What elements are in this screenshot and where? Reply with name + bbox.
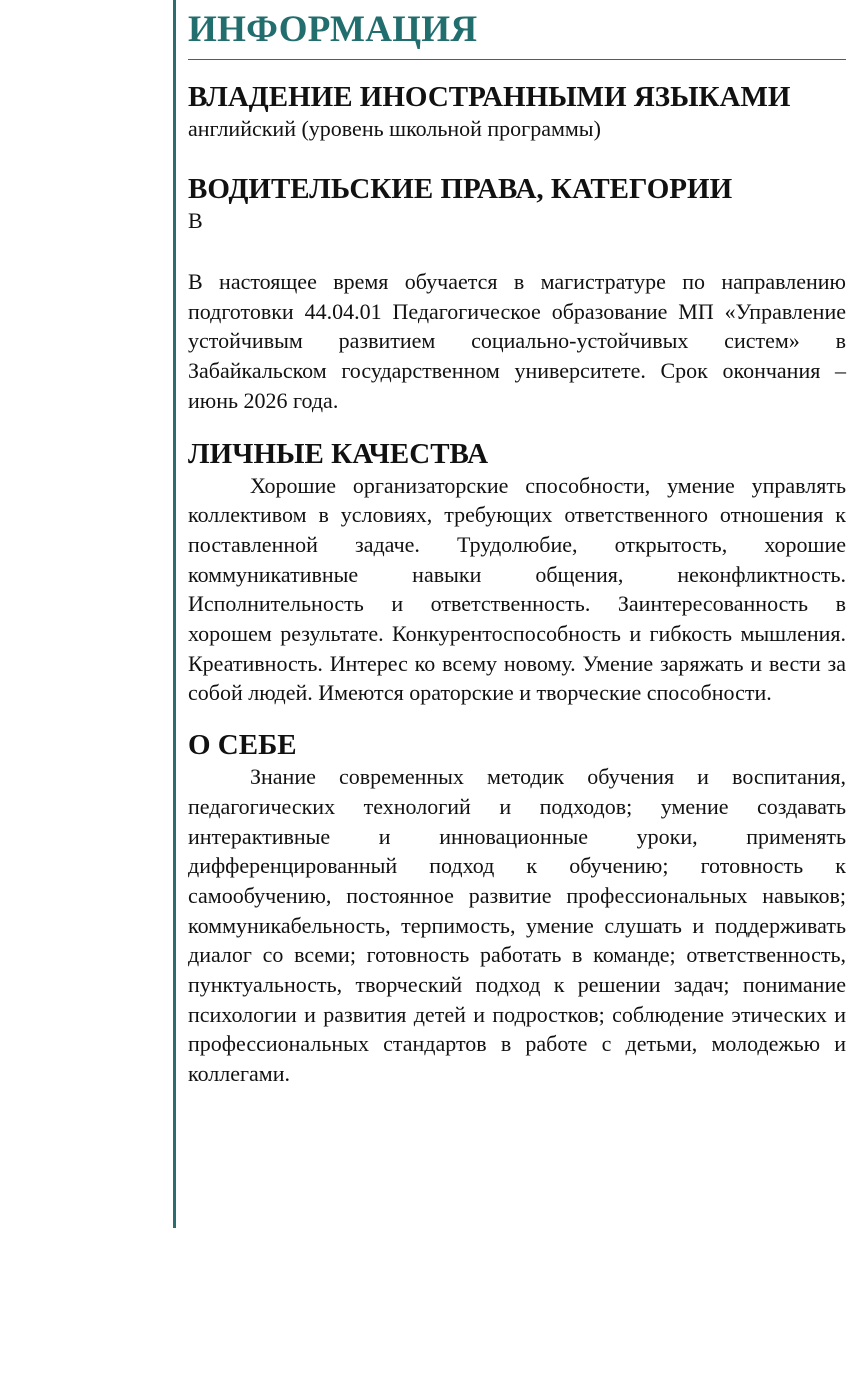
about-heading: О СЕБЕ — [188, 729, 297, 762]
qualities-section — [188, 437, 846, 709]
license-heading: ВОДИТЕЛЬСКИЕ ПРАВА, КАТЕГОРИИ — [188, 173, 733, 205]
study-section — [188, 267, 846, 416]
about-paragraph: Знание современных методик обучения и воспитания, педагогических технологий и подходов; умение создавать интерактивные и инновационные уроки, применять дифференцированный подход к обучению; готовность к самообучению, постоянное развитие профессиональных навыков; коммуникабельность, терпимость, умение слушать и поддерживать диалог со всеми; готовность работать в команде; ответственность, пунктуальность, творческий подход к решении задач; понимание психологии и развития детей и подростков; соблюдение этических и профессиональных стандартов в работе с детьми, молодежью и коллегами. — [188, 764, 846, 1087]
languages-value: английский (уровень школьной программы) — [188, 116, 601, 141]
languages-heading: ВЛАДЕНИЕ ИНОСТРАННЫМИ ЯЗЫКАМИ — [188, 81, 791, 113]
languages-section — [188, 80, 846, 144]
document-content — [188, 0, 846, 1089]
qualities-paragraph: Хорошие организаторские способности, умение управлять коллективом в условиях, требующих ответственного отношения к поставленной задаче. Трудолюбие, открытость, хорошие коммуникативные навыки общения, неконфликтность. Исполнительность и ответственность. Заинтересованность в хорошем результате. Конкурентоспособность и гибкость мышления. Креативность. Интерес ко всему новому. Умение заряжать и вести за собой людей. Имеются ораторские и творческие способности. — [188, 472, 846, 706]
title-underline — [188, 59, 846, 60]
about-section — [188, 728, 846, 1089]
page-title: ИНФОРМАЦИЯ — [188, 9, 478, 50]
study-paragraph: В настоящее время обучается в магистратуре по направлению подготовки 44.04.01 Педагогическое образование МП «Управление устойчивым развитием социально-устойчивых систем» в Забайкальском государственном университете. Срок окончания – июнь 2026 года. — [188, 269, 846, 413]
license-section — [188, 172, 846, 236]
license-value: B — [188, 208, 203, 233]
qualities-heading: ЛИЧНЫЕ КАЧЕСТВА — [188, 437, 489, 470]
left-border-line — [173, 0, 176, 1228]
